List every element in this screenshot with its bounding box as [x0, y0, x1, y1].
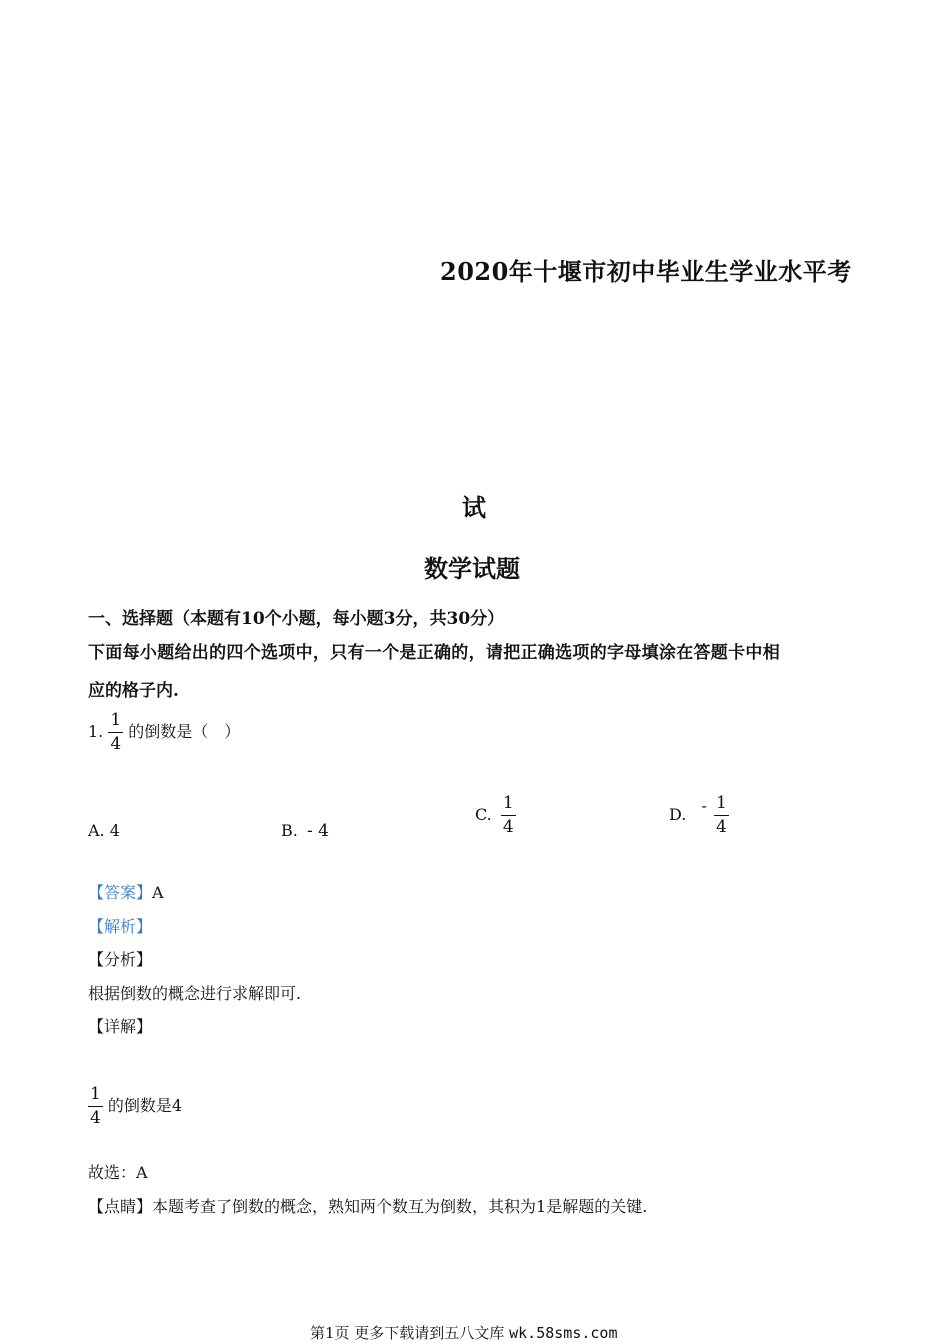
detail-line	[88, 1086, 182, 1127]
exam-title-line1: 2020年十堰市初中毕业生学业水平考	[440, 257, 852, 286]
option-b-label: B.	[281, 821, 298, 840]
fraction-denominator: 4	[110, 734, 122, 754]
comment-tag: 【点睛】	[88, 1197, 153, 1216]
option-b-value: - 4	[306, 821, 329, 841]
option-c-label: C.	[475, 805, 492, 824]
footer-site: wk.58sms.com	[509, 1324, 618, 1342]
footer-text: 第1页 更多下载请到五八文库	[310, 1324, 505, 1342]
option-c	[475, 795, 516, 836]
exam-title-line2: 试	[462, 493, 486, 522]
section-heading: 一、选择题（本题有10个小题，每小题3分，共30分）	[88, 609, 505, 629]
question-stem-text: 的倒数是（ ）	[128, 722, 241, 741]
fenxi-text: 根据倒数的概念进行求解即可.	[88, 984, 302, 1003]
conclusion: 故选：A	[88, 1163, 148, 1182]
option-c-fraction	[501, 795, 516, 836]
analysis-tag: 【解析】	[88, 917, 153, 936]
section-instruction-line2: 应的格子内.	[88, 681, 179, 701]
option-d-label: D.	[669, 805, 687, 824]
answer-value: A	[152, 883, 164, 902]
fraction-numerator: 1	[110, 710, 122, 730]
option-d	[669, 795, 729, 836]
detail-tag: 【详解】	[88, 1017, 153, 1036]
exam-subtitle: 数学试题	[424, 554, 520, 583]
comment-line	[88, 1194, 647, 1217]
option-b	[281, 821, 329, 841]
fraction-numerator: 1	[90, 1084, 101, 1104]
fraction-denominator: 4	[715, 817, 727, 837]
question-fraction	[108, 712, 123, 753]
section-instruction-line1: 下面每小题给出的四个选项中，只有一个是正确的，请把正确选项的字母填涂在答题卡中相	[88, 643, 780, 663]
answer-line	[88, 880, 164, 903]
fenxi-tag: 【分析】	[88, 950, 153, 969]
comment-text: 本题考查了倒数的概念，熟知两个数互为倒数，其积为1是解题的关键.	[152, 1197, 648, 1216]
fraction-numerator: 1	[502, 793, 514, 813]
option-d-fraction	[714, 795, 729, 836]
answer-tag: 【答案】	[88, 883, 153, 902]
fraction-denominator: 4	[502, 817, 514, 837]
detail-text: 的倒数是4	[107, 1096, 183, 1115]
detail-fraction	[88, 1086, 103, 1127]
option-a: A. 4	[88, 821, 120, 840]
question-1-stem	[88, 712, 240, 753]
fraction-denominator: 4	[90, 1108, 101, 1128]
question-number: 1.	[88, 722, 104, 741]
option-d-sign: -	[701, 796, 707, 815]
fraction-numerator: 1	[715, 793, 727, 813]
page-footer	[310, 1322, 617, 1343]
